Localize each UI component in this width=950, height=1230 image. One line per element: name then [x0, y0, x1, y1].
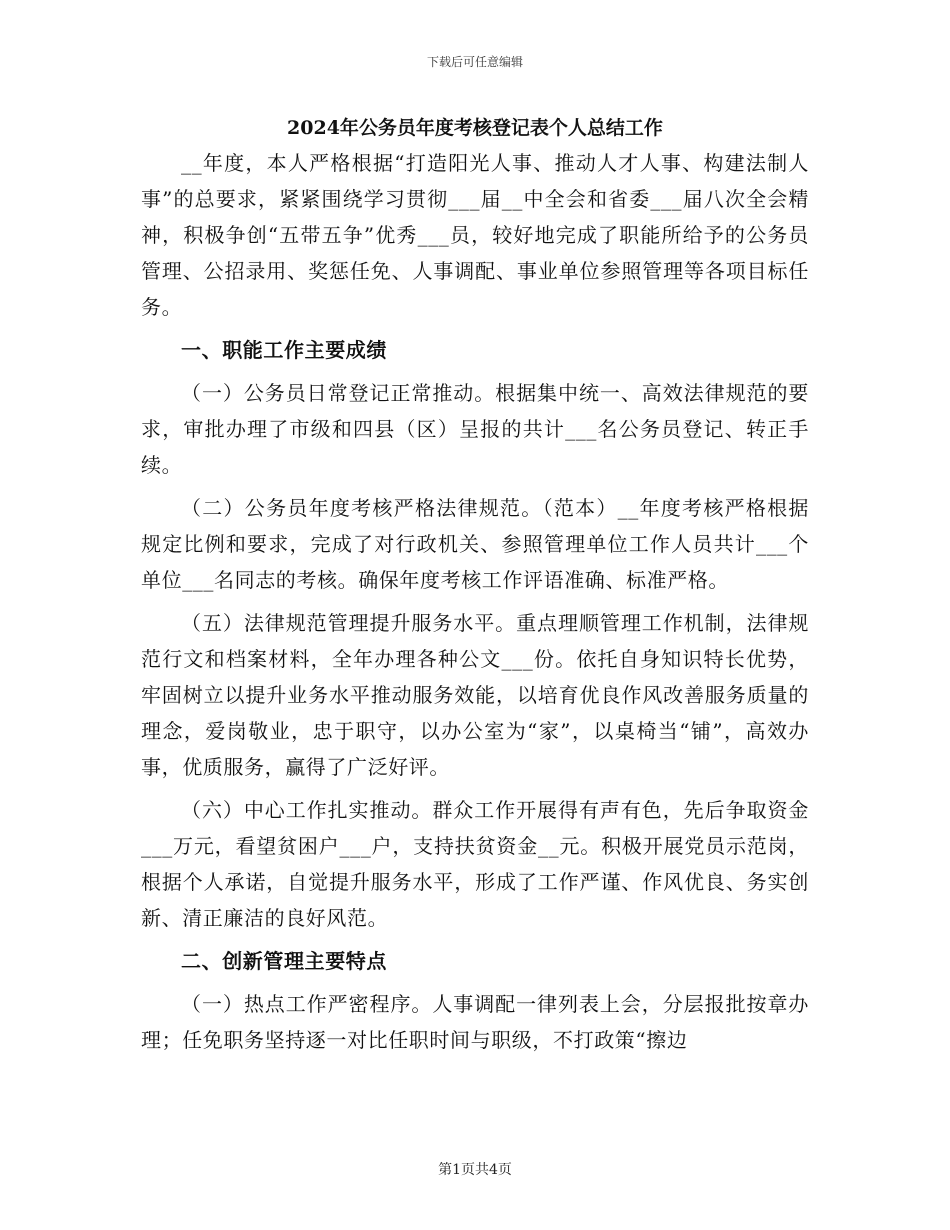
intro-paragraph: __年度，本人严格根据“打造阳光人事、推动人才人事、构建法制人事”的总要求，紧紧围绕学习贯彻___届__中全会和省委___届八次全会精神，积极争创“五带五争”优秀___员，较好地完成了职能所给予的公务员管理、公招录用、奖惩任免、人事调配、事业单位参照管理等各项目标任务。	[141, 151, 809, 319]
document-title: 2024年公务员年度考核登记表个人总结工作	[287, 117, 663, 139]
page-footer: 第1页共4页	[438, 1162, 512, 1178]
header-note: 下载后可任意编辑	[426, 55, 523, 69]
paragraph-1-1: （一）公务员日常登记正常推动。根据集中统一、高效法律规范的要求，审批办理了市级和四县（区）呈报的共计___名公务员登记、转正手续。	[141, 381, 809, 477]
paragraph-1-5: （五）法律规范管理提升服务水平。重点理顺管理工作机制，法律规范行文和档案材料，全年办理各种公文___份。依托自身知识特长优势，牢固树立以提升业务水平推动服务效能，以培育优良作风改善服务质量的理念，爱岗敬业，忠于职守，以办公室为“家”，以桌椅当“铺”，高效办事，优质服务，赢得了广泛好评。	[141, 611, 809, 779]
section-heading-2: 二、创新管理主要特点	[181, 949, 387, 973]
paragraph-2-1: （一）热点工作严密程序。人事调配一律列表上会，分层报批按章办理；任免职务坚持逐一对比任职时间与职级，不打政策“擦边	[141, 992, 809, 1052]
paragraph-1-6: （六）中心工作扎实推动。群众工作开展得有声有色，先后争取资金___万元，看望贫困户___户，支持扶贫资金__元。积极开展党员示范岗，根据个人承诺，自觉提升服务水平，形成了工作严谨、作风优良、务实创新、清正廉洁的良好风范。	[141, 798, 809, 930]
section-heading-1: 一、职能工作主要成绩	[181, 338, 387, 362]
paragraph-1-2: （二）公务员年度考核严格法律规范。（范本）__年度考核严格根据规定比例和要求，完成了对行政机关、参照管理单位工作人员共计___个单位___名同志的考核。确保年度考核工作评语准确、标准严格。	[141, 496, 809, 592]
document-body	[141, 145, 809, 1065]
